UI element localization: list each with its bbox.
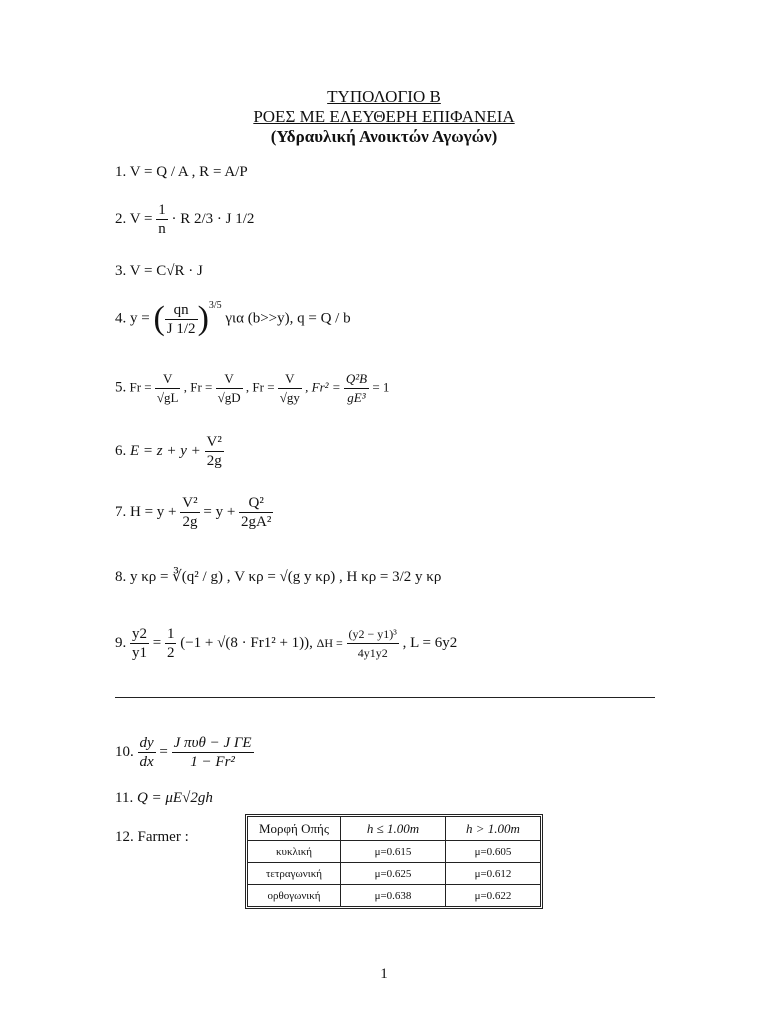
formula-bracket: (−1 + √(8 · Fr1² + 1)), (180, 634, 313, 651)
formula-8 (115, 567, 441, 586)
formula-5 (115, 370, 389, 407)
denominator: gE³ (344, 388, 369, 407)
fraction (239, 494, 273, 531)
formula-12 (115, 829, 189, 846)
table-cell: μ=0.622 (446, 885, 541, 907)
denominator: 4y1y2 (347, 643, 399, 662)
table-cell: κυκλική (248, 841, 341, 863)
fraction (138, 734, 156, 771)
numerator: V (224, 371, 234, 386)
left-paren: ( (153, 300, 165, 337)
page-number: 1 (380, 966, 388, 982)
formula-text: V = Q / A , R = A/P (129, 164, 248, 180)
table-cell: μ=0.612 (446, 863, 541, 885)
formula-7 (115, 494, 273, 531)
formula-mid: = y + (203, 503, 236, 520)
column-header: h > 1.00m (446, 817, 541, 841)
page-title: ΤΥΠΟΛΟΓΙΟ Β (327, 87, 441, 106)
formula-text: y κρ = ∛(q² / g) , V κρ = √(g y κρ) , H κρ = 3/2 y κρ (130, 569, 442, 585)
exponent: 3/5 (208, 300, 222, 311)
formula-number: 6. (115, 442, 127, 459)
table-row (248, 841, 541, 863)
denominator: 2 (166, 645, 175, 661)
formula-rest: , L = 6y2 (402, 634, 458, 651)
formula-number: 3. (115, 263, 127, 279)
formula-number: 2. (115, 210, 127, 227)
denominator: 2g (205, 451, 224, 470)
numerator: V² (182, 495, 198, 511)
denominator: 2gA² (241, 514, 272, 530)
numerator: qn (173, 301, 189, 318)
numerator: 1 (166, 626, 175, 642)
froude-label: , Fr² = (305, 379, 341, 395)
formula-number: 1. (115, 164, 127, 180)
formula-number: 12. (115, 829, 134, 845)
denominator: 2g (180, 512, 199, 531)
numerator: y2 (132, 626, 147, 642)
formula-lhs: E = z + y + (130, 442, 201, 459)
numerator: Q² (248, 495, 264, 511)
formula-number: 11. (115, 790, 134, 806)
page-subtitle: ΡΟΕΣ ΜΕ ΕΛΕΥΘΕΡΗ ΕΠΙΦΑΝΕΙΑ (253, 107, 515, 126)
formula-number: 9. (115, 634, 127, 651)
numerator: J πυθ − J ΓΕ (173, 735, 252, 751)
formula-number: 8. (115, 569, 127, 585)
numerator: V (285, 371, 295, 386)
table-cell: μ=0.605 (446, 841, 541, 863)
denominator: √gD (217, 390, 241, 405)
section-divider (115, 697, 655, 698)
formula-lhs: H = y + (130, 503, 177, 520)
table-cell: μ=0.638 (341, 885, 446, 907)
formula-number: 10. (115, 743, 134, 760)
right-paren: ) (197, 300, 209, 337)
formula-3 (115, 263, 203, 280)
course-name: (Υδραυλική Ανοικτών Αγωγών) (270, 127, 498, 146)
fraction (347, 625, 399, 662)
table-cell: μ=0.625 (341, 863, 446, 885)
column-header: Μορφή Οπής (248, 817, 341, 841)
fraction (155, 370, 181, 407)
formula-rest: = 1 (372, 379, 390, 395)
denominator: y1 (132, 645, 147, 661)
formula-number: 5. (115, 379, 127, 396)
numerator: Q²B (345, 371, 368, 386)
denominator: n (158, 221, 166, 237)
denominator: J 1/2 (166, 320, 196, 337)
formula-rest: · R 2/3 · J 1/2 (171, 210, 255, 227)
froude-label: , Fr = (183, 379, 213, 395)
equals: = (159, 743, 168, 760)
table-cell: ορθογωνική (248, 885, 341, 907)
numerator: dy (139, 735, 154, 751)
numerator: 1 (158, 202, 166, 218)
fraction (172, 734, 254, 771)
formula-text: Q = μE√2gh (136, 790, 213, 806)
fraction (180, 494, 199, 531)
fraction (344, 370, 369, 407)
numerator: (y2 − y1)³ (348, 627, 397, 641)
denominator: dx (139, 754, 154, 770)
formula-9 (115, 625, 457, 662)
fraction (216, 370, 243, 407)
froude-label: Fr = (129, 379, 152, 395)
numerator: V² (206, 434, 222, 450)
table-row (248, 863, 541, 885)
table-header-row (248, 817, 541, 841)
fraction (165, 301, 198, 338)
table-row (248, 885, 541, 907)
formula-lhs: y = (130, 310, 150, 327)
fraction (130, 625, 149, 662)
farmer-coefficient-table (247, 816, 541, 907)
formula-1 (115, 164, 248, 181)
denominator: 1 − Fr² (172, 752, 254, 771)
formula-6 (115, 433, 224, 470)
denominator: √gy (279, 390, 300, 405)
formula-2 (115, 201, 254, 238)
table-cell: τετραγωνική (248, 863, 341, 885)
formula-lhs: V = (129, 210, 153, 227)
formula-10 (115, 734, 254, 771)
fraction (278, 370, 302, 407)
numerator: V (162, 371, 173, 386)
fraction (205, 433, 224, 470)
table-cell: μ=0.615 (341, 841, 446, 863)
formula-4 (115, 300, 351, 338)
formula-11 (115, 790, 213, 807)
column-header: h ≤ 1.00m (341, 817, 446, 841)
froude-label: , Fr = (245, 379, 275, 395)
fraction (156, 201, 168, 238)
farmer-label: Farmer : (137, 829, 189, 845)
equals: = (152, 634, 162, 651)
formula-rest: για (b>>y), q = Q / b (225, 310, 351, 327)
formula-number: 7. (115, 503, 127, 520)
fraction (165, 625, 177, 662)
energy-loss-label: ΔH = (316, 635, 343, 650)
formula-text: V = C√R · J (129, 263, 203, 279)
denominator: √gL (156, 390, 179, 405)
formula-number: 4. (115, 310, 127, 327)
